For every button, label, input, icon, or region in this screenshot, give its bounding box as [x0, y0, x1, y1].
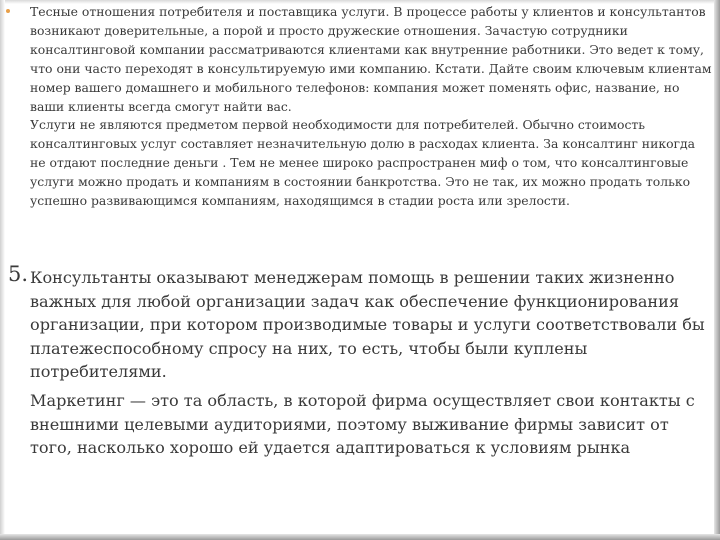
item5-paragraph-2: Маркетинг — это та область, в которой фирма осуществляет свои контакты с внешними целевыми аудиториями, поэтому выживание фирмы зависит от того, насколько хорошо ей удается адаптироваться к условиям рынка	[30, 390, 695, 458]
item5-paragraph-1: Консультанты оказывают менеджерам помощь в решении таких жизненно важных для любой организации задач как обеспечение функционирования организации, при котором производимые товары и услуги соответствовали бы платежеспособному спросу на них, то есть, чтобы были куплены потребителями.	[30, 268, 705, 382]
top-text-block	[30, 3, 712, 211]
bullet-icon	[6, 9, 10, 13]
top-paragraph-1: Тесные отношения потребителя и поставщика услуги. В процессе работы у клиентов и консультантов возникают доверительные, а порой и просто дружеские отношения. Зачастую сотрудники консалтинговой компании рассматриваются клиентами как внутренние работники. Это ведет к тому, что они часто переходят в консультируемую ими компанию. Кстати. Дайте своим ключевым клиентам номер вашего домашнего и мобильного телефонов: компания может поменять офис, название, но ваши клиенты всегда смогут найти вас.	[30, 4, 712, 114]
slide-border-bottom	[0, 534, 720, 540]
item-number: 5.	[8, 262, 29, 286]
top-paragraph-2: Услуги не являются предметом первой необходимости для потребителей. Обычно стоимость консалтинговых услуг составляет незначительную долю в расходах клиента. За консалтинг никогда не отдают последние деньги . Тем не менее широко распространен миф о том, что консалтинговые услуги можно продать и компаниям в состоянии банкротства. Это не так, их можно продать только успешно развивающимся компаниям, находящимся в стадии роста или зрелости.	[30, 117, 696, 209]
slide-border-left	[0, 0, 5, 540]
list-item-5	[8, 262, 708, 460]
slide-border-right	[714, 0, 720, 540]
